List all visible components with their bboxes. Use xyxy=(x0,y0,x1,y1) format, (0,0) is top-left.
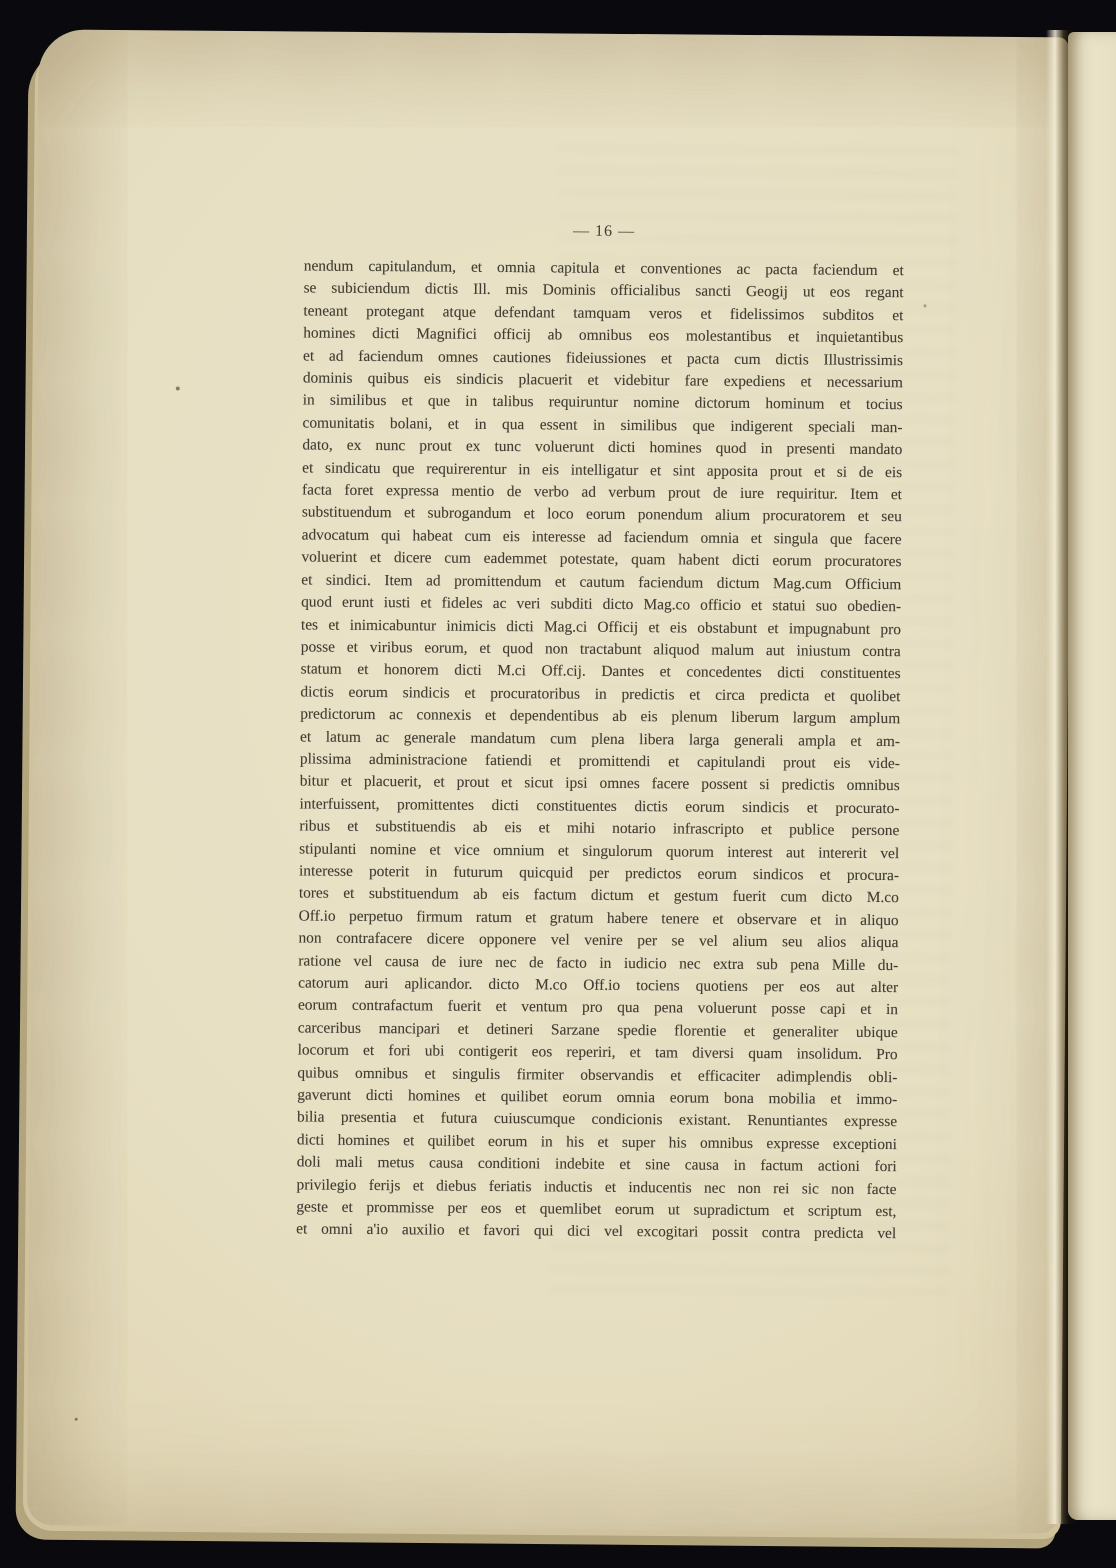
text-line: stipulanti nomine et vice omnium et singulorum quorum interest aut intererit vel xyxy=(299,840,900,862)
text-line: posse et viribus eorum, et quod non tractabunt aliquod malum aut iniustum contra xyxy=(300,638,901,661)
text-line: et omni a'io auxilio et favori qui dici vel excogitari possit contra predicta vel xyxy=(296,1220,897,1243)
text-line: voluerint et dicere cum eademmet potestate, quam habent dicti eorum procuratores xyxy=(301,548,902,571)
text-line: dato, ex nunc prout ex tunc voluerunt dicti homines quod in presenti mandato xyxy=(302,436,903,459)
text-line: tores et substituendum ab eis factum dictum et gestum fuerit cum dicto M.co xyxy=(298,884,899,907)
page-number: — 16 — xyxy=(572,222,636,241)
text-line: dicti homines et quilibet eorum in his et super his omnibus expresse exceptioni xyxy=(296,1131,897,1153)
text-line: et ad faciendum omnes cautiones fideiussiones et pacta cum dictis Illustrissimis xyxy=(303,347,904,369)
text-line: et sindici. Item ad promittendum et cautum faciendum dictum Mag.cum Officium xyxy=(301,571,902,593)
text-line: statum et honorem dicti M.ci Off.cij. Dantes et concedentes dicti constituentes xyxy=(300,660,901,683)
text-line: bitur et placuerit, et prout et sicut ipsi omnes facere possent si predictis omnibus xyxy=(299,772,900,795)
text-line: privilegio ferijs et diebus feriatis inductis et inducentis nec non rei sic non facte xyxy=(296,1176,897,1198)
text-line: dictis eorum sindicis et procuratoribus in predictis et circa predicta et quolibet xyxy=(300,683,901,705)
text-line: interesse poterit in futurum quicquid per predictos eorum sindicos et procura- xyxy=(298,862,900,885)
text-line: interfuissent, promittentes dicti constituentes dictis eorum sindicis et procurato- xyxy=(299,795,900,817)
text-line: advocatum qui habeat cum eis interesse ad faciendum omnia et singula que facere xyxy=(301,526,902,549)
book-page xyxy=(27,29,1069,1533)
text-line: et latum ac generale mandatum cum plena libera larga generali ampla et am- xyxy=(300,727,901,750)
text-line: nendum capitulandum, et omnia capitula et conventiones ac pacta faciendum et xyxy=(303,257,904,280)
page-text xyxy=(296,255,904,1246)
text-line: predictorum ac connexis et dependentibus ab eis plenum liberum largum amplum xyxy=(300,705,901,728)
text-line: tes et inimicabuntur inimicis dicti Mag.ci Officij et eis obstabunt et impugnabunt pro xyxy=(300,615,902,638)
text-line: dominis quibus eis sindicis placuerit et videbitur fare expediens et necessarium xyxy=(302,369,903,392)
text-line: plissima administracione fatiendi et promittendi et capitulandi prout eis vide- xyxy=(299,750,900,773)
text-line: catorum auri aplicandor. dicto M.co Off.io tociens quotiens per eos aut alter xyxy=(298,974,899,997)
text-line: gaverunt dicti homines et quilibet eorum omnia eorum bona mobilia et immo- xyxy=(297,1086,898,1109)
paper-speck xyxy=(923,304,926,307)
text-line: doli mali metus causa conditioni indebite et sine causa in factum actioni fori xyxy=(296,1153,897,1176)
text-line: se subiciendum dictis Ill. mis Dominis officialibus sancti Geogij ut eos regant xyxy=(303,279,904,302)
text-line: locorum et fori ubi contigerit eos reperiri, et tam diversi quam insolidum. Pro xyxy=(297,1041,898,1064)
text-line: bilia presentia et futura cuiuscumque condicionis existant. Renuntiantes expresse xyxy=(297,1108,898,1131)
text-line: facta foret expressa mentio de verbo ad verbum prout de iure requiritur. Item et xyxy=(301,481,903,504)
text-line: Off.io perpetuo firmum ratum et gratum habere tenere et observare et in aliquo xyxy=(298,907,899,929)
text-line: ribus et substituendis ab eis et mihi notario infrascripto et publice persone xyxy=(299,817,900,840)
paper-speck xyxy=(75,1418,78,1421)
text-line: quod erunt iusti et fideles ac veri subditi dicto Mag.co officio et statui suo obedien- xyxy=(301,593,902,616)
text-line: ratione vel causa de iure nec de facto in iudicio nec extra sub pena Mille du- xyxy=(298,952,899,974)
next-page-edge xyxy=(1068,32,1116,1520)
paper-speck xyxy=(176,386,180,390)
text-line: et sindicatu que requirerentur in eis intelligatur et sint apposita prout et si de eis xyxy=(302,459,903,481)
text-line: quibus omnibus et singulis firmiter observandis et efficaciter adimplendis obli- xyxy=(297,1064,898,1086)
text-line: comunitatis bolani, et in qua essent in similibus que indigerent speciali man- xyxy=(302,414,903,437)
text-line: non contrafacere dicere opponere vel venire per se vel alium seu alios aliqua xyxy=(298,929,899,952)
text-line: geste et prommisse per eos et quemlibet eorum ut supradictum et scriptum est, xyxy=(296,1198,897,1221)
text-line: substituendum et subrogandum et loco eorum ponendum alium procuratorem et seu xyxy=(301,503,902,526)
text-line: eorum contrafactum fuerit et ventum pro qua pena voluerunt posse capi et in xyxy=(297,996,899,1019)
text-line: in similibus et que in talibus requiruntur nomine dictorum hominum et tocius xyxy=(302,391,903,414)
text-line: homines dicti Magnifici officij ab omnibus eos molestantibus et inquietantibus xyxy=(303,324,904,347)
text-line: teneant protegant atque defendant tamquam veros et fidelissimos subditos et xyxy=(303,302,904,324)
text-line: carceribus mancipari et detineri Sarzane spedie florentie et generaliter ubique xyxy=(297,1019,898,1041)
